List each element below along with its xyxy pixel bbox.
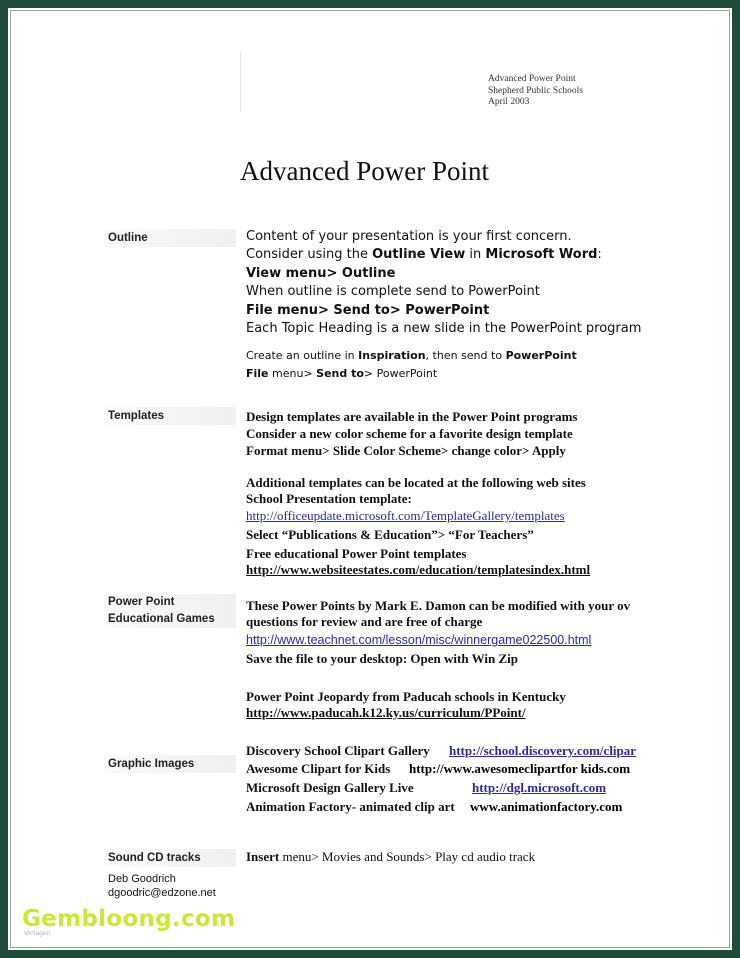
link-text[interactable]: http://www.teachnet.com/lesson/misc/winnergame022500.html <box>246 633 592 647</box>
page-title: Advanced Power Point <box>240 156 489 186</box>
graphics-row-1-name: Discovery School Clipart Gallery <box>246 743 430 758</box>
graphics-row-1-link[interactable] <box>449 742 637 759</box>
templates-link-1[interactable] <box>246 507 565 524</box>
games-line-4: Save the file to your desktop: Open with Win Zip <box>246 651 518 666</box>
section-label-graphics: Graphic Images <box>108 758 195 770</box>
text: Microsoft Word <box>485 247 598 262</box>
text: Send to <box>316 367 364 380</box>
contact-name: Deb Goodrich <box>108 873 176 885</box>
outline-line-2 <box>246 246 602 264</box>
text: > PowerPoint <box>363 367 438 380</box>
header-line-3: April 2003 <box>488 97 530 107</box>
header-line-1: Advanced Power Point <box>488 74 576 84</box>
header-divider <box>240 52 241 112</box>
text: Consider using the <box>246 247 373 262</box>
link-text[interactable]: http://dgl.microsoft.com <box>472 780 607 795</box>
text: : <box>597 247 602 262</box>
text: PowerPoint <box>505 349 577 362</box>
section-label-sound: Sound CD tracks <box>108 852 201 864</box>
contact-email: dgoodric@edzone.net <box>108 887 216 899</box>
section-label-games-1: Power Point <box>108 596 175 608</box>
games-line-2: questions for review and are free of charge <box>246 614 483 629</box>
link-text[interactable]: http://www.websiteestates.com/education/templatesindex.html <box>246 562 591 577</box>
document-header <box>488 74 583 109</box>
games-link-2[interactable] <box>246 704 526 721</box>
templates-line-2: Consider a new color scheme for a favorite design template <box>246 426 573 441</box>
text: Create an outline in <box>246 349 359 362</box>
text: Inspiration <box>358 349 426 362</box>
templates-line-3: Format menu> Slide Color Scheme> change color> Apply <box>246 443 566 458</box>
templates-link-2[interactable] <box>246 561 590 578</box>
templates-line-7: Select “Publications & Education”> “For Teachers” <box>246 527 534 542</box>
link-text[interactable]: http://school.discovery.com/clipar <box>449 743 637 758</box>
link-text[interactable]: http://www.paducah.k12.ky.us/curriculum/PPoint/ <box>246 705 526 720</box>
text: Outline View <box>372 247 466 262</box>
graphics-row-4-url: www.animationfactory.com <box>470 799 623 814</box>
outline-line-3: View menu> Outline <box>246 266 396 281</box>
header-line-2: Shepherd Public Schools <box>488 85 583 96</box>
section-label-outline: Outline <box>108 232 148 244</box>
text: in <box>465 247 486 262</box>
games-link-1[interactable] <box>246 631 591 649</box>
templates-line-8: Free educational Power Point templates <box>246 546 467 561</box>
graphics-row-2-name: Awesome Clipart for Kids <box>246 761 391 776</box>
section-label-templates: Templates <box>108 410 165 422</box>
outline-line-5: File menu> Send to> PowerPoint <box>246 303 490 318</box>
text: menu> Movies and Sounds> Play cd audio track <box>279 849 536 864</box>
sound-line <box>246 848 535 865</box>
outline-line-4: When outline is complete send to PowerPoint <box>246 284 540 299</box>
text: menu> <box>268 367 317 380</box>
games-line-1: These Power Points by Mark E. Damon can be modified with your ov <box>246 598 631 613</box>
templates-line-1: Design templates are available in the Power Point programs <box>246 409 578 424</box>
graphics-row-3-link[interactable] <box>472 779 606 796</box>
section-label-games-2: Educational Games <box>108 613 215 625</box>
graphics-row-3-name: Microsoft Design Gallery Live <box>246 780 414 795</box>
graphics-row-4-name: Animation Factory- animated clip art <box>246 799 455 814</box>
watermark-logo: Gembloong.com <box>22 906 236 932</box>
link-text[interactable]: http://officeupdate.microsoft.com/TemplateGallery/templates <box>246 508 565 523</box>
watermark-subtext: Vorlagen <box>24 930 51 937</box>
templates-line-4: Additional templates can be located at the following web sites <box>246 475 586 490</box>
text: Insert <box>246 849 280 864</box>
outline-line-1: Content of your presentation is your first concern. <box>246 229 572 244</box>
text: , then send to <box>425 349 506 362</box>
outline-line-6: Each Topic Heading is a new slide in the PowerPoint program <box>246 321 642 336</box>
outline-line-7 <box>246 347 577 365</box>
graphics-row-2-url: http://www.awesomeclipartfor kids.com <box>409 761 631 776</box>
text: File <box>246 367 269 380</box>
outline-line-8 <box>246 365 437 383</box>
templates-line-5: School Presentation template: <box>246 491 412 506</box>
games-line-5: Power Point Jeopardy from Paducah schools in Kentucky <box>246 689 566 704</box>
